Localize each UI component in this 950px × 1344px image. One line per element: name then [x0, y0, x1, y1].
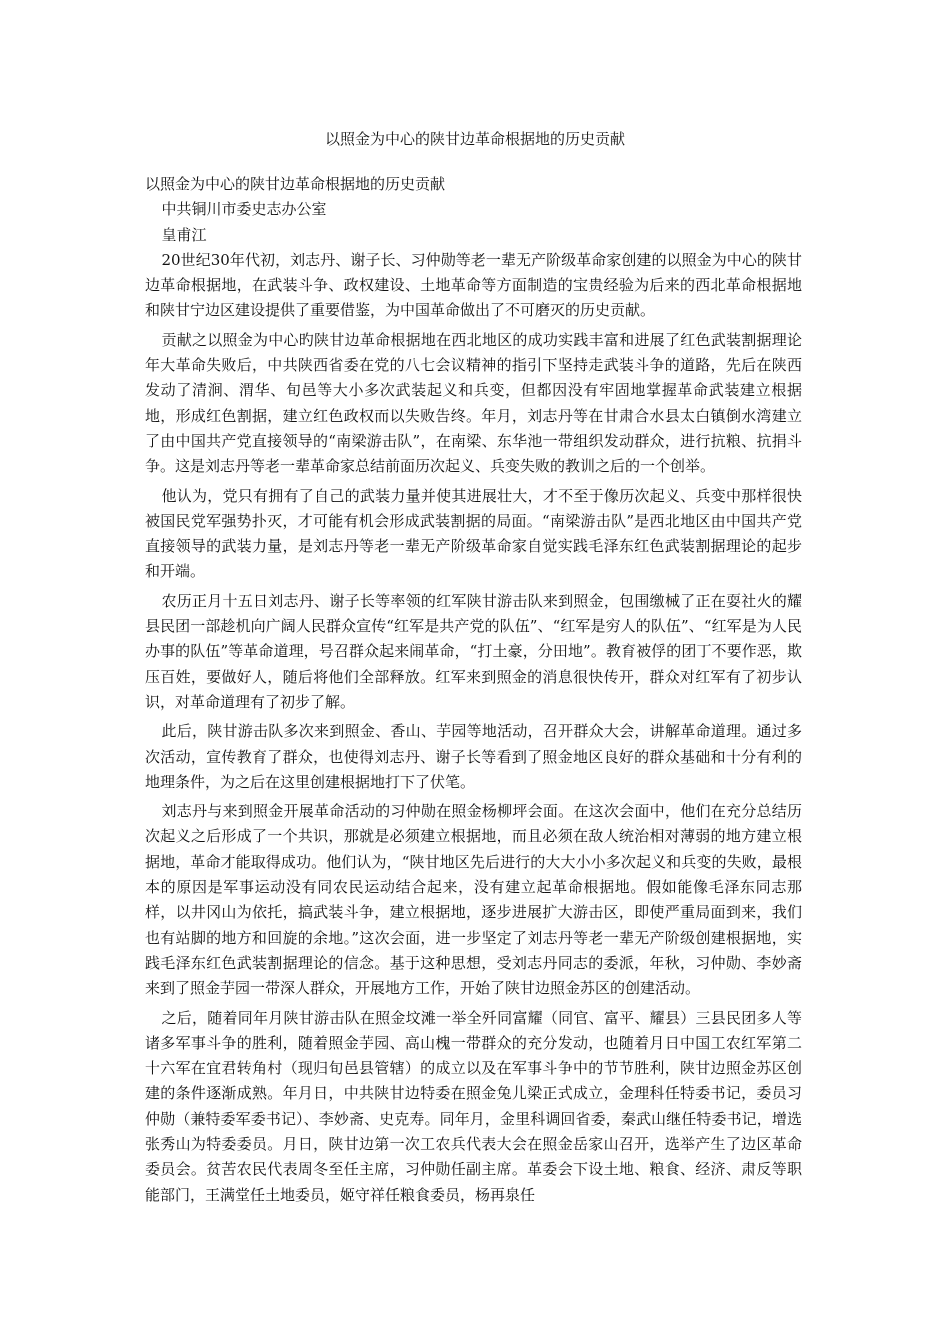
paragraph: 刘志丹与来到照金开展革命活动的习仲勋在照金杨柳坪会面。在这次会面中，他们在充分总结历次起义之后形成了一个共识，那就是必须建立根据地，而且必须在敌人统治相对薄弱的地方建立根据地，革命才能取得成功。他们认为，“陕甘地区先后进行的大大小小多次起义和兵变的失败，最根本的原因是军事运动没有同农民运动结合起来，没有建立起革命根据地。假如能像毛泽东同志那样，以井冈山为依托，搞武装斗争，建立根据地，逐步进展扩大游击区，即使严重局面到来，我们也有站脚的地方和回旋的余地。”这次会面，进一步坚定了刘志丹等老一辈无产阶级创建根据地，实践毛泽东红色武装割据理论的信念。基于这种思想，受刘志丹同志的委派，年秋，习仲勋、李妙斋来到了照金芋园一带深人群众，开展地方工作，开始了陕甘边照金苏区的创建活动。	[145, 802, 802, 998]
document-title: 以照金为中心的陕甘边革命根据地的历史贡献	[324, 130, 625, 148]
article-heading: 以照金为中心的陕甘边革命根据地的历史贡献	[145, 175, 446, 193]
paragraph: 20世纪30年代初，刘志丹、谢子长、习仲勋等老一辈无产阶级革命家创建的以照金为中心的陕甘边革命根据地，在武装斗争、政权建设、土地革命等方面制造的宝贵经验为后来的西北革命根据地和陕甘宁边区建设提供了重要借鉴，为中国革命做出了不可磨灭的历史贡献。	[145, 250, 802, 320]
paragraph: 贡献之以照金为中心旳陕甘边革命根据地在西北地区的成功实践丰富和进展了红色武装割据理论年大革命失败后，中共陕西省委在党的八七会议精神的指引下坚持走武装斗争的道路，先后在陕西发动了清涧、渭华、旬邑等大小多次武装起义和兵变，但都因没有牢固地掌握革命武装建立根据地，形成红色割据，建立红色政权而以失败告终。年月，刘志丹等在甘肃合水县太白镇倒水湾建立了由中国共产党直接领导的“南梁游击队”，在南梁、东华池一带组织发动群众，进行抗粮、抗捐斗争。这是刘志丹等老一辈革命家总结前面历次起义、兵变失败的教训之后的一个创举。	[145, 330, 802, 476]
organization-line: 中共铜川市委史志办公室	[161, 200, 327, 219]
paragraph: 他认为，党只有拥有了自己的武装力量并使其进展壮大，才不至于像历次起义、兵变中那样很快被国民党军强势扑灭，才可能有机会形成武装割据的局面。“南梁游击队”是西北地区由中国共产党直接领导的武装力量，是刘志丹等老一辈无产阶级革命家自觉实践毛泽东红色武装割据理论的起步和开端。	[145, 486, 802, 581]
paragraph: 之后，随着同年月陕甘游击队在照金坟滩一举全歼同富耀（同官、富平、耀县）三县民团多人等诸多军事斗争的胜利，随着照金芋园、高山槐一带群众的充分发动，也随着月日中国工农红军第二十六军在宜君转角村（现归旬邑县管辖）的成立以及在军事斗争中的节节胜利，陕甘边照金苏区创建的条件逐渐成熟。年月日，中共陕甘边特委在照金兔儿梁正式成立，金理科任特委书记，委员习仲勋（兼特委军委书记）、李妙斋、史克寿。同年月，金里科调回省委，秦武山继任特委书记，增选张秀山为特委委员。月日，陕甘边第一次工农兵代表大会在照金岳家山召开，选举产生了边区革命委员会。贫苦农民代表周冬至任主席，习仲勋任副主席。革委会下设土地、粮食、经济、肃反等职能部门，王满堂任土地委员，姬守祥任粮食委员，杨再泉任	[145, 1008, 802, 1204]
author-line: 皇甫江	[161, 225, 207, 244]
document-body	[145, 172, 802, 1208]
paragraph: 此后，陕甘游击队多次来到照金、香山、芋园等地活动，召开群众大会，讲解革命道理。通过多次活动，宣传教育了群众，也使得刘志丹、谢子长等看到了照金地区良好的群众基础和十分有利的地理条件，为之后在这里创建根据地打下了伏笔。	[145, 722, 802, 791]
paragraph: 农历正月十五日刘志丹、谢子长等率领的红军陕甘游击队来到照金，包围缴械了正在耍社火的耀县民团一部趁机向广阔人民群众宣传“红军是共产党的队伍”、“红军是穷人的队伍”、“红军是为人民办事的队伍”等革命道理，号召群众起来闹革命，“打土豪，分田地”。教育被俘的团丁不要作恶，欺压百姓，要做好人，随后将他们全部释放。红军来到照金的消息很快传开，群众对红军有了初步认识，对革命道理有了初步了解。	[145, 591, 802, 711]
